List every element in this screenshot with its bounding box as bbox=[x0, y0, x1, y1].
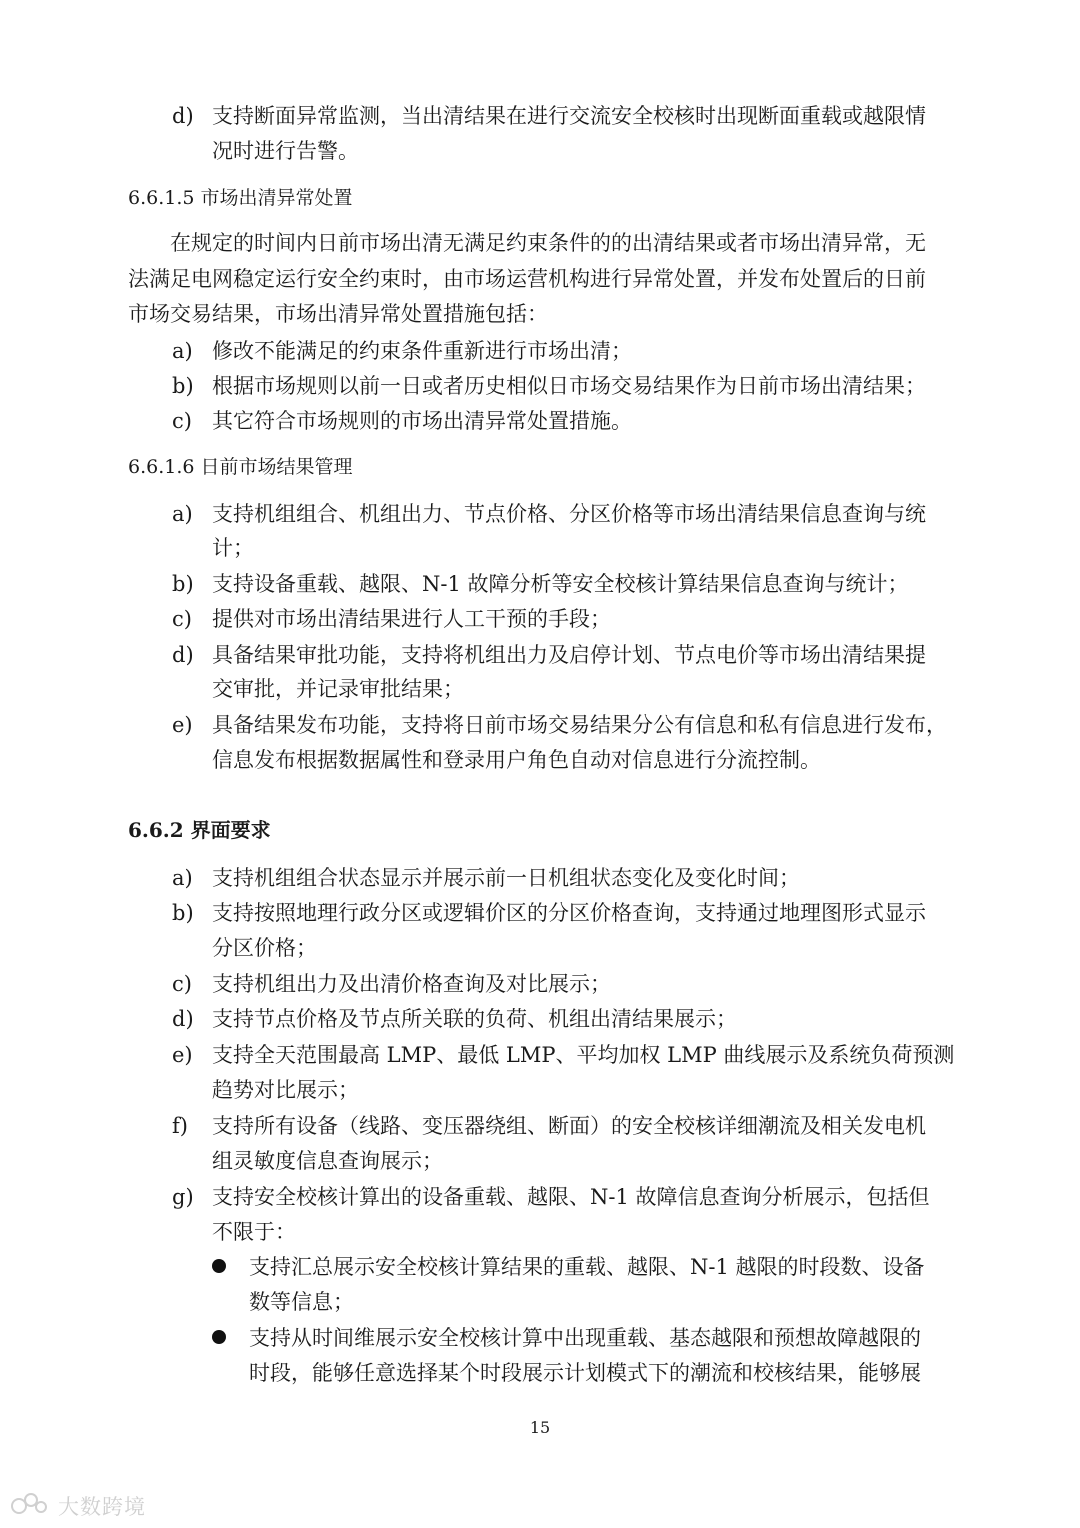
list-item-text: 具备结果审批功能，支持将机组出力及启停计划、节点电价等市场出清结果提 bbox=[212, 643, 926, 667]
paragraph-line: 在规定的时间内日前市场出清无满足约束条件的的出清结果或者市场出清异常，无 bbox=[170, 231, 926, 255]
list-label: e) bbox=[172, 713, 193, 737]
section-heading: 6.6.2 界面要求 bbox=[128, 818, 271, 842]
list-item-text: 分区价格； bbox=[212, 936, 317, 960]
list-label: d) bbox=[172, 104, 194, 128]
list-label: d) bbox=[172, 1007, 194, 1031]
bullet-item-text: 时段，能够任意选择某个时段展示计划模式下的潮流和校核结果，能够展 bbox=[249, 1361, 921, 1385]
list-label: c) bbox=[172, 607, 192, 631]
watermark-logo-icon bbox=[10, 1490, 50, 1522]
list-label: b) bbox=[172, 901, 194, 925]
list-item-text: 支持安全校核计算出的设备重载、越限、N-1 故障信息查询分析展示，包括但 bbox=[212, 1185, 930, 1209]
section-heading: 6.6.1.5 市场出清异常处置 bbox=[128, 187, 353, 209]
bullet-icon bbox=[212, 1259, 226, 1273]
list-label: b) bbox=[172, 374, 194, 398]
list-item-text: 修改不能满足的约束条件重新进行市场出清； bbox=[212, 339, 632, 363]
list-label: c) bbox=[172, 972, 192, 996]
list-label: a) bbox=[172, 339, 193, 363]
bullet-item-text: 数等信息； bbox=[249, 1290, 354, 1314]
list-item-text: 信息发布根据数据属性和登录用户角色自动对信息进行分流控制。 bbox=[212, 748, 821, 772]
list-item-text: 具备结果发布功能，支持将日前市场交易结果分公有信息和私有信息进行发布， bbox=[212, 713, 947, 737]
list-label: g) bbox=[172, 1185, 194, 1209]
bullet-item-text: 支持汇总展示安全校核计算结果的重载、越限、N-1 越限的时段数、设备 bbox=[249, 1255, 925, 1279]
list-item-text: 支持断面异常监测，当出清结果在进行交流安全校核时出现断面重载或越限情 bbox=[212, 104, 926, 128]
list-item-text: 支持机组组合状态显示并展示前一日机组状态变化及变化时间； bbox=[212, 866, 800, 890]
bullet-item-text: 支持从时间维展示安全校核计算中出现重载、基态越限和预想故障越限的 bbox=[249, 1326, 921, 1350]
list-item-text: 支持全天范围最高 LMP、最低 LMP、平均加权 LMP 曲线展示及系统负荷预测 bbox=[212, 1043, 955, 1067]
list-item-text: 计； bbox=[212, 536, 254, 560]
list-item-text: 支持节点价格及节点所关联的负荷、机组出清结果展示； bbox=[212, 1007, 737, 1031]
list-item-text: 交审批，并记录审批结果； bbox=[212, 677, 464, 701]
page-number: 15 bbox=[529, 1418, 551, 1437]
paragraph-line: 法满足电网稳定运行安全约束时，由市场运营机构进行异常处置，并发布处置后的日前 bbox=[128, 267, 926, 291]
list-item-text: 支持所有设备（线路、变压器绕组、断面）的安全校核详细潮流及相关发电机 bbox=[212, 1114, 926, 1138]
list-label: a) bbox=[172, 866, 193, 890]
list-item-text: 根据市场规则以前一日或者历史相似日市场交易结果作为日前市场出清结果； bbox=[212, 374, 926, 398]
list-item-text: 其它符合市场规则的市场出清异常处置措施。 bbox=[212, 409, 632, 433]
list-item-text: 支持设备重载、越限、N-1 故障分析等安全校核计算结果信息查询与统计； bbox=[212, 572, 909, 596]
bullet-icon bbox=[212, 1330, 226, 1344]
list-label: f) bbox=[172, 1114, 188, 1138]
list-label: c) bbox=[172, 409, 192, 433]
list-label: a) bbox=[172, 502, 193, 526]
list-item-text: 不限于： bbox=[212, 1220, 296, 1244]
list-item-text: 组灵敏度信息查询展示； bbox=[212, 1149, 443, 1173]
list-item-text: 趋势对比展示； bbox=[212, 1078, 359, 1102]
list-item-text: 支持机组组合、机组出力、节点价格、分区价格等市场出清结果信息查询与统 bbox=[212, 502, 926, 526]
list-item-text: 提供对市场出清结果进行人工干预的手段； bbox=[212, 607, 611, 631]
section-heading: 6.6.1.6 日前市场结果管理 bbox=[128, 456, 353, 478]
watermark bbox=[10, 1488, 146, 1524]
list-item-text: 支持机组出力及出清价格查询及对比展示； bbox=[212, 972, 611, 996]
list-label: d) bbox=[172, 643, 194, 667]
list-item-text: 支持按照地理行政分区或逻辑价区的分区价格查询，支持通过地理图形式显示 bbox=[212, 901, 926, 925]
list-item-text: 况时进行告警。 bbox=[212, 139, 359, 163]
paragraph-line: 市场交易结果，市场出清异常处置措施包括： bbox=[128, 302, 548, 326]
list-label: e) bbox=[172, 1043, 193, 1067]
watermark-text: 大数跨境 bbox=[58, 1495, 146, 1519]
list-label: b) bbox=[172, 572, 194, 596]
